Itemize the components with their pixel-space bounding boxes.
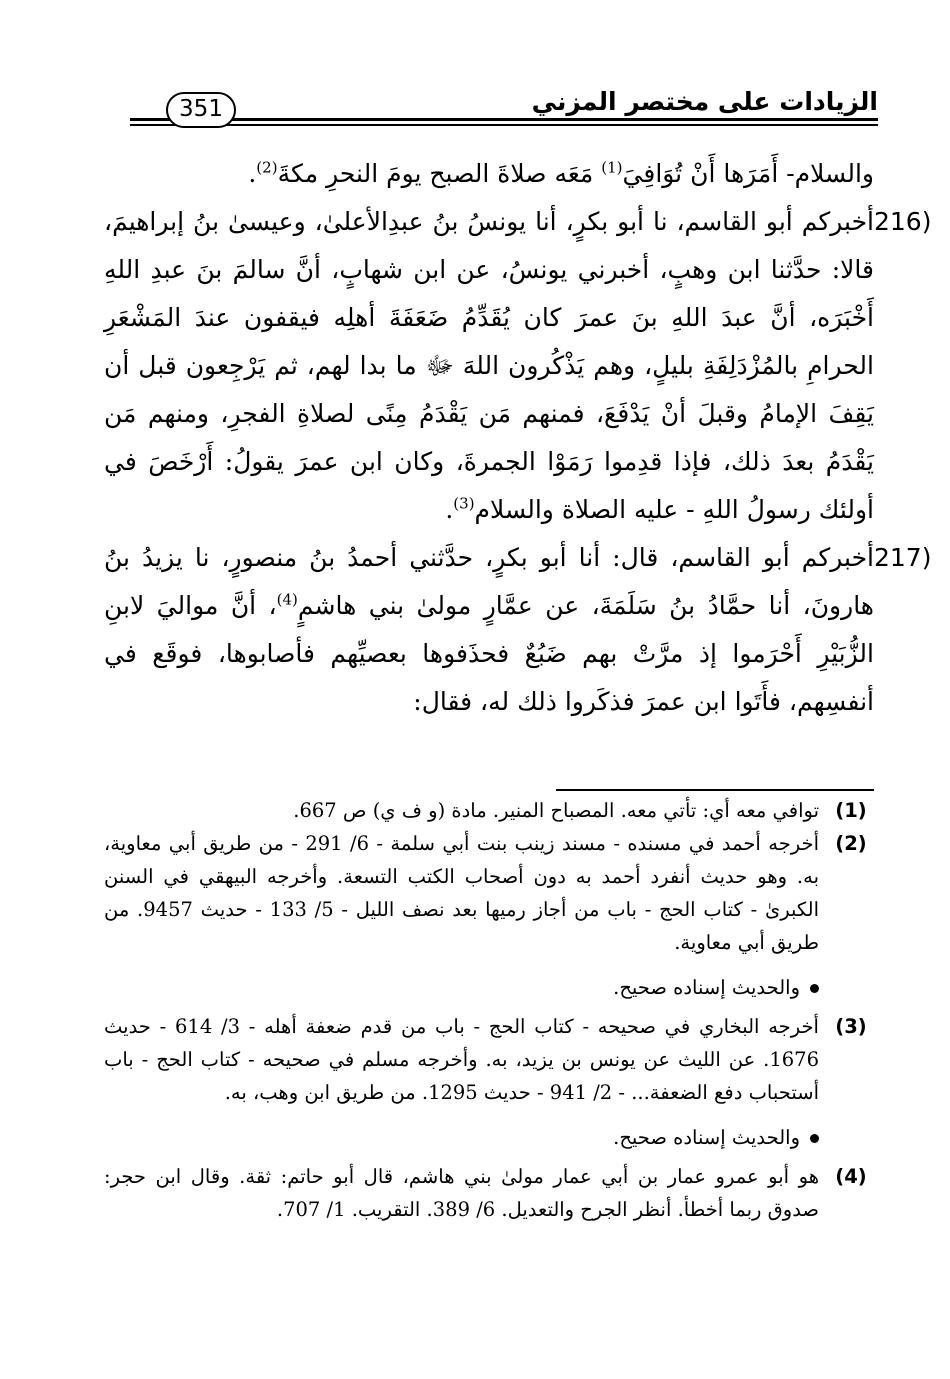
header-rule — [130, 118, 878, 121]
hadith-217 — [104, 534, 932, 726]
footnote-4 — [104, 1160, 874, 1226]
grading-text: والحديث إسناده صحيح. — [613, 976, 800, 999]
hadith-text-end: . — [445, 495, 454, 524]
opening-paragraph — [104, 150, 874, 198]
footnote-number: (2) — [835, 832, 867, 855]
footnote-text: هو أبو عمرو عمار بن أبي عمار مولىٰ بني هاشم، قال أبو حاتم: ثقة. وقال ابن حجر: صدوق ربما أخطأ. أنظر الجرح والتعديل. 6/ 389. التقريب. 1/ 707. — [104, 1165, 819, 1221]
footnotes — [104, 794, 874, 1226]
hadith-number: 217) — [874, 543, 932, 572]
footnote-text: أخرجه البخاري في صحيحه - كتاب الحج - باب من قدم ضعفة أهله - 3/ 614 - حديث 1676. عن الليث عن يونس بن يزيد، به. وأخرجه مسلم في صحيحه - كتاب الحج - باب أستحباب دفع الضعفة... - 2/ 941 - حديث 1295. من طريق ابن وهب، به. — [104, 1015, 819, 1104]
footnote-number: (4) — [835, 1165, 867, 1188]
footnote-ref-1[interactable]: (1) — [601, 158, 623, 177]
footnote-3-grading — [104, 1121, 874, 1154]
hadith-text-cont: ، أنَّ مواليَ لابنِ الزُّبَيْرِ أَحْرَموا إذ مرَّتْ بهم ضَبُعٌ فحذَفوها بعصيِّهم فأصابوها، فوقَع في أنفسِهم، فأَتَوا ابن عمرَ فذكَروا ذلك له، فقال: — [104, 591, 874, 716]
page-number: 351 — [166, 92, 236, 128]
hadith-text: أخبركم أبو القاسم، نا أبو بكرٍ، أنا يونسُ بنُ عبدِالأعلىٰ، وعيسىٰ بنُ إبراهيمَ، قالا: حدَّثنا ابن وهبٍ، أخبرني يونسُ، عن ابن شهابٍ، أنَّ سالمَ بنَ عبدِ اللهِ أَخْبَرَه، أنَّ عبدَ اللهِ بنَ عمرَ كان يُقَدِّمُ ضَعَفَةَ أهلِه فيقفون عندَ المَشْعَرِ الحرامِ بالمُزْدَلِفَةِ بليلٍ، وهم يَذْكُرون اللهَ ﷻ ما بدا لهم، ثم يَرْجِعون قبل أن يَقِفَ الإمامُ وقبلَ أنْ يَدْفَعَ، فمنهم مَن يَقْدَمُ مِنًى لصلاةِ الفجرِ، ومنهم مَن يَقْدَمُ بعدَ ذلك، فإذا قدِموا رَمَوْا الجمرةَ، وكان ابن عمرَ يقولُ: أَرْخَصَ في أولئك رسولُ اللهِ - عليه الصلاة والسلام — [104, 207, 874, 524]
footnote-1 — [104, 794, 874, 827]
running-title: الزيادات على مختصر المزني — [522, 86, 878, 118]
footnote-text: توافي معه أي: تأتي معه. المصباح المنير. مادة (و ف ي) ص 667. — [293, 799, 819, 822]
grading-text: والحديث إسناده صحيح. — [613, 1126, 800, 1149]
hadith-216 — [104, 198, 932, 534]
hadith-text: أخبركم أبو القاسم، قال: أنا أبو بكرٍ، حدَّثني أحمدُ بنُ منصورٍ، نا يزيدُ بنُ هارونَ، أنا حمَّادُ بنُ سَلَمَةَ، عن عمَّارٍ مولىٰ بني هاشمٍ — [104, 543, 874, 620]
footnote-ref-4[interactable]: (4) — [276, 590, 298, 609]
footnote-ref-2[interactable]: (2) — [256, 158, 278, 177]
bullet-icon — [810, 1134, 819, 1143]
opening-text-mid: مَعَه صلاةَ الصبح يومَ النحرِ مكةَ — [277, 159, 602, 188]
page-header — [130, 86, 878, 130]
footnote-number: (3) — [835, 1015, 867, 1038]
opening-text: والسلام- أَمَرَها أَنْ تُوَافِيَ — [622, 159, 874, 188]
footnote-ref-3[interactable]: (3) — [453, 494, 475, 513]
footnote-2-grading — [104, 971, 874, 1004]
footnote-2 — [104, 827, 874, 959]
footnote-number: (1) — [835, 799, 867, 822]
footnote-separator — [556, 789, 874, 791]
header-rule-thin — [130, 124, 878, 126]
footnote-3 — [104, 1010, 874, 1109]
hadith-number: 216) — [874, 207, 932, 236]
main-text — [104, 150, 932, 726]
bullet-icon — [810, 984, 819, 993]
opening-text-end: . — [248, 159, 257, 188]
footnote-text: أخرجه أحمد في مسنده - مسند زينب بنت أبي سلمة - 6/ 291 - من طريق أبي معاوية، به. وهو حديث أنفرد أحمد به دون أصحاب الكتب التسعة. وأخرجه البيهقي في السنن الكبرىٰ - كتاب الحج - باب من أجاز رميها بعد نصف الليل - 5/ 133 - حديث 9457. من طريق أبي معاوية. — [104, 832, 819, 954]
